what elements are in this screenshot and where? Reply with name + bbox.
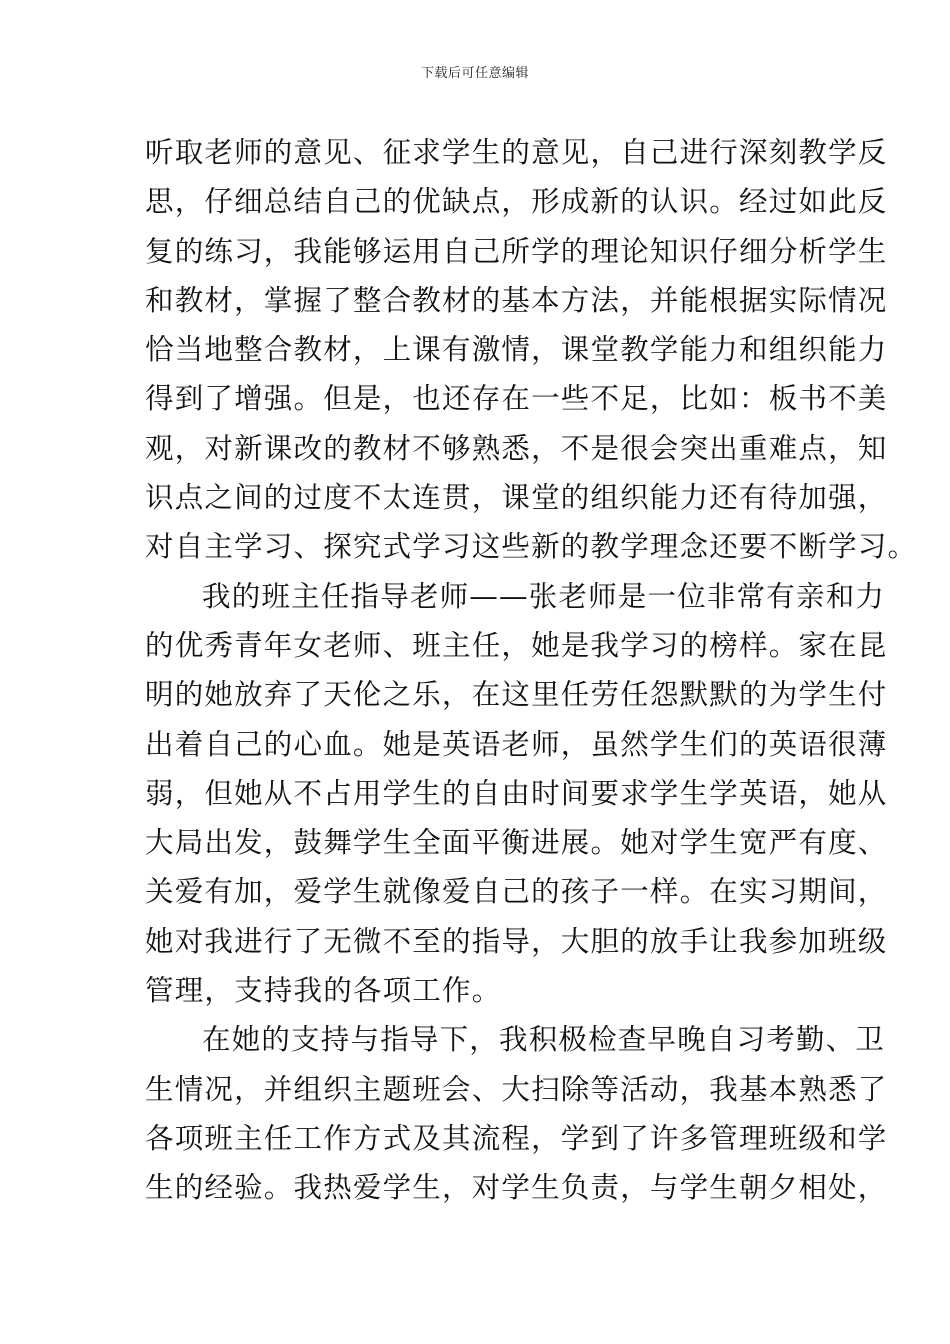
text-line: 和教材，掌握了整合教材的基本方法，并能根据实际情况	[145, 283, 888, 317]
text-line: 恰当地整合教材，上课有激情，课堂教学能力和组织能力	[145, 333, 888, 367]
text-line: 思，仔细总结自己的优缺点，形成新的认识。经过如此反	[145, 185, 888, 219]
text-line: 她对我进行了无微不至的指导，大胆的放手让我参加班级	[145, 924, 888, 958]
text-line: 观，对新课改的教材不够熟悉，不是很会突出重难点，知	[145, 431, 888, 465]
text-line: 得到了增强。但是，也还存在一些不足，比如：板书不美	[145, 382, 888, 416]
text-line: 的优秀青年女老师、班主任，她是我学习的榜样。家在昆	[145, 628, 888, 662]
text-line: 生情况，并组织主题班会、大扫除等活动，我基本熟悉了	[145, 1072, 888, 1106]
page-header: 下载后可任意编辑	[420, 66, 529, 81]
document-body	[145, 128, 918, 1213]
text-line: 弱，但她从不占用学生的自由时间要求学生学英语，她从	[145, 776, 888, 810]
text-line: 我的班主任指导老师——张老师是一位非常有亲和力	[202, 579, 886, 613]
text-line: 对自主学习、探究式学习这些新的教学理念还要不断学习。	[145, 530, 918, 564]
text-line: 关爱有加，爱学生就像爱自己的孩子一样。在实习期间，	[145, 875, 888, 909]
text-line: 各项班主任工作方式及其流程，学到了许多管理班级和学	[145, 1121, 888, 1155]
paragraph-1	[145, 128, 918, 572]
text-line: 管理，支持我的各项工作。	[145, 974, 502, 1008]
text-line: 大局出发，鼓舞学生全面平衡进展。她对学生宽严有度、	[145, 826, 888, 860]
paragraph-2	[145, 572, 888, 1016]
text-line: 听取老师的意见、征求学生的意见，自己进行深刻教学反	[145, 136, 888, 169]
paragraph-3	[145, 1015, 888, 1212]
text-line: 出着自己的心血。她是英语老师，虽然学生们的英语很薄	[145, 727, 888, 761]
text-line: 复的练习，我能够运用自己所学的理论知识仔细分析学生	[145, 234, 888, 268]
text-line: 明的她放弃了天伦之乐，在这里任劳任怨默默的为学生付	[145, 678, 888, 712]
text-line: 生的经验。我热爱学生，对学生负责，与学生朝夕相处，	[145, 1171, 888, 1205]
text-line: 识点之间的过度不太连贯，课堂的组织能力还有待加强，	[145, 481, 888, 515]
text-line: 在她的支持与指导下，我积极检查早晚自习考勤、卫	[202, 1023, 886, 1057]
